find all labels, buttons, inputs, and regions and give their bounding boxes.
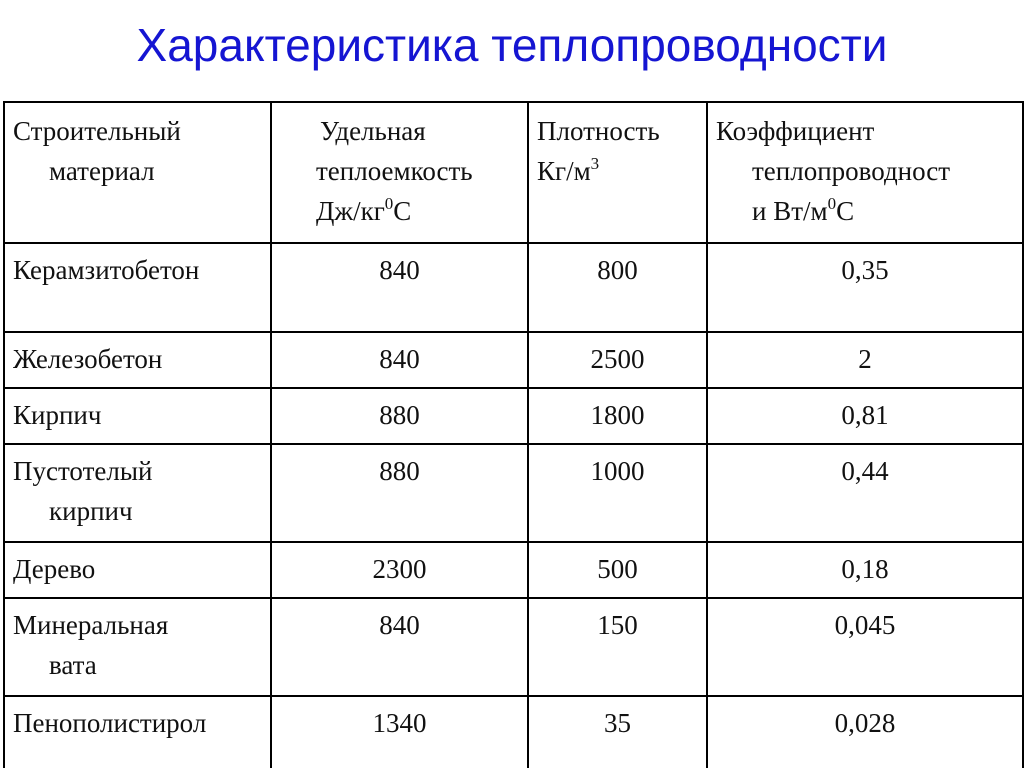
cell-material	[4, 332, 271, 388]
unit-superscript: 0	[384, 194, 394, 213]
header-material	[4, 102, 271, 243]
header-conductivity	[707, 102, 1023, 243]
header-heat-capacity-line1: Удельная	[320, 116, 426, 146]
table-header-row	[4, 102, 1023, 243]
header-material-line1: Строительный	[13, 116, 181, 146]
cell-heat-capacity: 840	[271, 598, 528, 696]
table-row	[4, 243, 1023, 332]
unit-text: Дж/кг	[316, 196, 385, 226]
cell-conductivity: 0,81	[707, 388, 1023, 444]
cell-material	[4, 444, 271, 542]
cell-conductivity: 0,045	[707, 598, 1023, 696]
table-row	[4, 388, 1023, 444]
cell-heat-capacity: 840	[271, 332, 528, 388]
cell-density: 500	[528, 542, 707, 598]
header-density-line1: Плотность	[537, 116, 660, 146]
cell-density: 1000	[528, 444, 707, 542]
header-material-line2: материал	[49, 156, 155, 186]
cell-density: 35	[528, 696, 707, 768]
material-name: Пенополистирол	[13, 708, 207, 738]
cell-heat-capacity: 2300	[271, 542, 528, 598]
table-row	[4, 332, 1023, 388]
cell-heat-capacity: 880	[271, 388, 528, 444]
cell-conductivity: 0,44	[707, 444, 1023, 542]
cell-heat-capacity: 880	[271, 444, 528, 542]
cell-material	[4, 388, 271, 444]
cell-heat-capacity: 1340	[271, 696, 528, 768]
material-name: Минеральная	[13, 610, 169, 640]
material-name: Железобетон	[13, 344, 163, 374]
cell-density: 1800	[528, 388, 707, 444]
table-row	[4, 444, 1023, 542]
cell-conductivity: 0,18	[707, 542, 1023, 598]
material-name: Пустотелый	[13, 456, 153, 486]
material-name: Кирпич	[13, 400, 102, 430]
material-name: Дерево	[13, 554, 96, 584]
thermal-conductivity-table	[3, 101, 1024, 768]
material-name-continued: вата	[49, 650, 97, 680]
material-name-continued: кирпич	[49, 496, 133, 526]
unit-superscript: 0	[827, 194, 837, 213]
header-heat-capacity-unit	[272, 191, 527, 231]
header-conductivity-unit	[708, 191, 1022, 231]
cell-material	[4, 542, 271, 598]
unit-text: С	[393, 196, 412, 226]
cell-material	[4, 696, 271, 768]
header-conductivity-line2: теплопроводност	[752, 156, 951, 186]
header-heat-capacity	[271, 102, 528, 243]
header-density-unit	[529, 151, 706, 191]
material-name: Керамзитобетон	[13, 255, 200, 285]
unit-superscript: 3	[590, 154, 600, 173]
unit-text: и Вт/м	[752, 196, 828, 226]
table-row	[4, 542, 1023, 598]
header-conductivity-line1: Коэффициент	[716, 116, 875, 146]
unit-text: С	[836, 196, 855, 226]
cell-conductivity: 0,35	[707, 243, 1023, 332]
page-title: Характеристика теплопроводности	[136, 19, 888, 71]
cell-material	[4, 243, 271, 332]
cell-density: 2500	[528, 332, 707, 388]
unit-text: Кг/м	[537, 156, 591, 186]
header-density	[528, 102, 707, 243]
cell-material	[4, 598, 271, 696]
cell-conductivity: 2	[707, 332, 1023, 388]
cell-density: 800	[528, 243, 707, 332]
table-row	[4, 696, 1023, 768]
cell-heat-capacity: 840	[271, 243, 528, 332]
header-heat-capacity-line2: теплоемкость	[316, 156, 473, 186]
cell-conductivity: 0,028	[707, 696, 1023, 768]
cell-density: 150	[528, 598, 707, 696]
table-row	[4, 598, 1023, 696]
